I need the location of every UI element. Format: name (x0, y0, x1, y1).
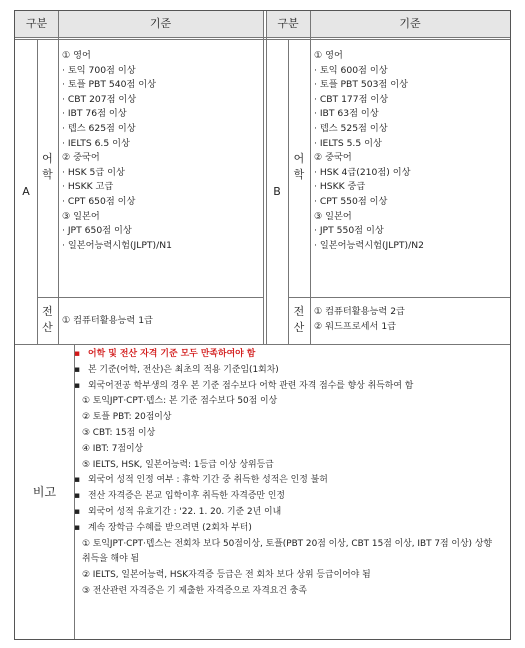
remarks-bullet-item: ▪ 전산 자격증은 본교 입학이후 취득한 자격증만 인정 (74, 489, 492, 505)
header-criteria-a: 기준 (58, 11, 263, 37)
grade-b-label: B (273, 185, 281, 198)
criteria-line: · IELTS 5.5 이상 (314, 137, 382, 149)
criteria-line: · 텝스 525점 이상 (314, 122, 388, 134)
grade-a-computer-criteria (62, 314, 153, 329)
criteria-line: · 일본어능력시험(JLPT)/N2 (314, 239, 424, 251)
language-label-char-2: 학 (42, 168, 53, 181)
criteria-line: · 토플 PBT 540점 이상 (62, 79, 156, 91)
header-criteria-b: 기준 (310, 11, 510, 37)
remarks-bullet-item: ▪ 외국어 성적 인정 여부 : 휴학 기간 중 취득한 성적은 인정 불허 (74, 473, 492, 489)
remarks-sub-item: ④ IBT: 7점이상 (82, 443, 144, 454)
computer-label-char-1: 전 (293, 305, 305, 318)
criteria-line: · HSK 5급 이상 (62, 166, 125, 178)
criteria-line: ① 컴퓨터활용능력 1급 (62, 315, 153, 326)
remarks-requirement-note: ▪ 어학 및 전산 자격 기준 모두 만족하여야 함 (74, 347, 492, 363)
criteria-line: · 토플 PBT 503점 이상 (314, 79, 408, 91)
remarks-sub-item: ② IELTS, 일본어능력, HSK자격증 등급은 전 회차 보다 상위 등급이어야 됨 (82, 570, 371, 581)
criteria-line: ③ 일본어 (314, 210, 352, 222)
criteria-line: · CPT 650점 이상 (62, 195, 136, 207)
grade-b-language-criteria (314, 49, 424, 253)
grade-b-language-label (288, 151, 310, 183)
remarks-sub-item: ③ CBT: 15점 이상 (82, 427, 156, 438)
computer-label-char-2: 산 (293, 321, 305, 334)
language-label-char-1: 어 (293, 152, 305, 165)
criteria-line: · HSKK 중급 (314, 181, 366, 193)
criteria-line: · HSK 4급(210점) 이상 (314, 166, 411, 178)
computer-label-char-1: 전 (42, 305, 53, 318)
criteria-line: ① 영어 (62, 50, 91, 61)
criteria-line: · JPT 550점 이상 (314, 225, 384, 237)
remarks-label: 비고 (32, 485, 57, 499)
criteria-line: ② 워드프로세서 1급 (314, 320, 397, 332)
grade-a-computer-label (37, 304, 58, 336)
criteria-line: · IBT 63점 이상 (314, 108, 379, 120)
remarks-bullet-item: ▪ 외국어 성적 유효기간 : '22. 1. 20. 기준 2년 이내 (74, 505, 492, 521)
computer-label-char-2: 산 (42, 321, 53, 334)
criteria-line: ② 중국어 (62, 152, 100, 164)
criteria-line: · CPT 550점 이상 (314, 195, 388, 207)
criteria-line: · CBT 177점 이상 (314, 93, 389, 105)
criteria-line: · IBT 76점 이상 (62, 108, 127, 120)
criteria-line: · HSKK 고급 (62, 181, 114, 193)
criteria-line: · JPT 650점 이상 (62, 225, 132, 237)
grade-a-language-label (37, 151, 58, 183)
criteria-line: · 일본어능력시험(JLPT)/N1 (62, 239, 172, 251)
criteria-line: ③ 일본어 (62, 210, 100, 222)
remarks-sub-item: ③ 전산관련 자격증은 기 제출한 자격증으로 자격요건 충족 (82, 585, 307, 596)
header-category-a: 구분 (15, 11, 58, 37)
remarks-content (74, 347, 492, 600)
criteria-line: · IELTS 6.5 이상 (62, 137, 130, 149)
remarks-bullet-item: ▪ 계속 장학금 수혜를 받으려면 (2회차 부터) (74, 521, 492, 537)
grade-a-label: A (22, 185, 30, 198)
header-category-b: 구분 (266, 11, 310, 37)
remarks-bullet-item: ▪ 외국어전공 학부생의 경우 본 기준 점수보다 어학 관련 자격 점수를 향상 취득하여 함 (74, 379, 492, 395)
grade-b-computer-label (288, 304, 310, 336)
grade-a-language-criteria (62, 49, 172, 253)
remarks-bullet-item: ▪ 본 기준(어학, 전산)은 최초의 적용 기준임(1회차) (74, 363, 492, 379)
criteria-line: ② 중국어 (314, 152, 352, 164)
remarks-sub-item: ② 토플 PBT: 20점이상 (82, 412, 172, 423)
criteria-line: · 토익 600점 이상 (314, 64, 388, 76)
criteria-line: · 토익 700점 이상 (62, 64, 136, 76)
language-label-char-2: 학 (293, 168, 305, 181)
criteria-line: · CBT 207점 이상 (62, 93, 137, 105)
remarks-sub-item: ⑤ IELTS, HSK, 일본어능력: 1등급 이상 상위등급 (82, 459, 274, 470)
remarks-sub-item: ① 토익JPT·CPT·텝스는 전회차 보다 50점이상, 토플(PBT 20점 이상, CBT 15점 이상, IBT 7점 이상) 상향 취득을 해야 됨 (82, 538, 492, 565)
criteria-line: ① 영어 (314, 50, 343, 61)
criteria-line: ① 컴퓨터활용능력 2급 (314, 306, 405, 317)
criteria-line: · 텝스 625점 이상 (62, 122, 136, 134)
language-label-char-1: 어 (42, 152, 53, 165)
remarks-sub-item: ① 토익JPT·CPT·텝스: 본 기준 점수보다 50점 이상 (82, 396, 278, 407)
grade-b-computer-criteria (314, 305, 405, 334)
